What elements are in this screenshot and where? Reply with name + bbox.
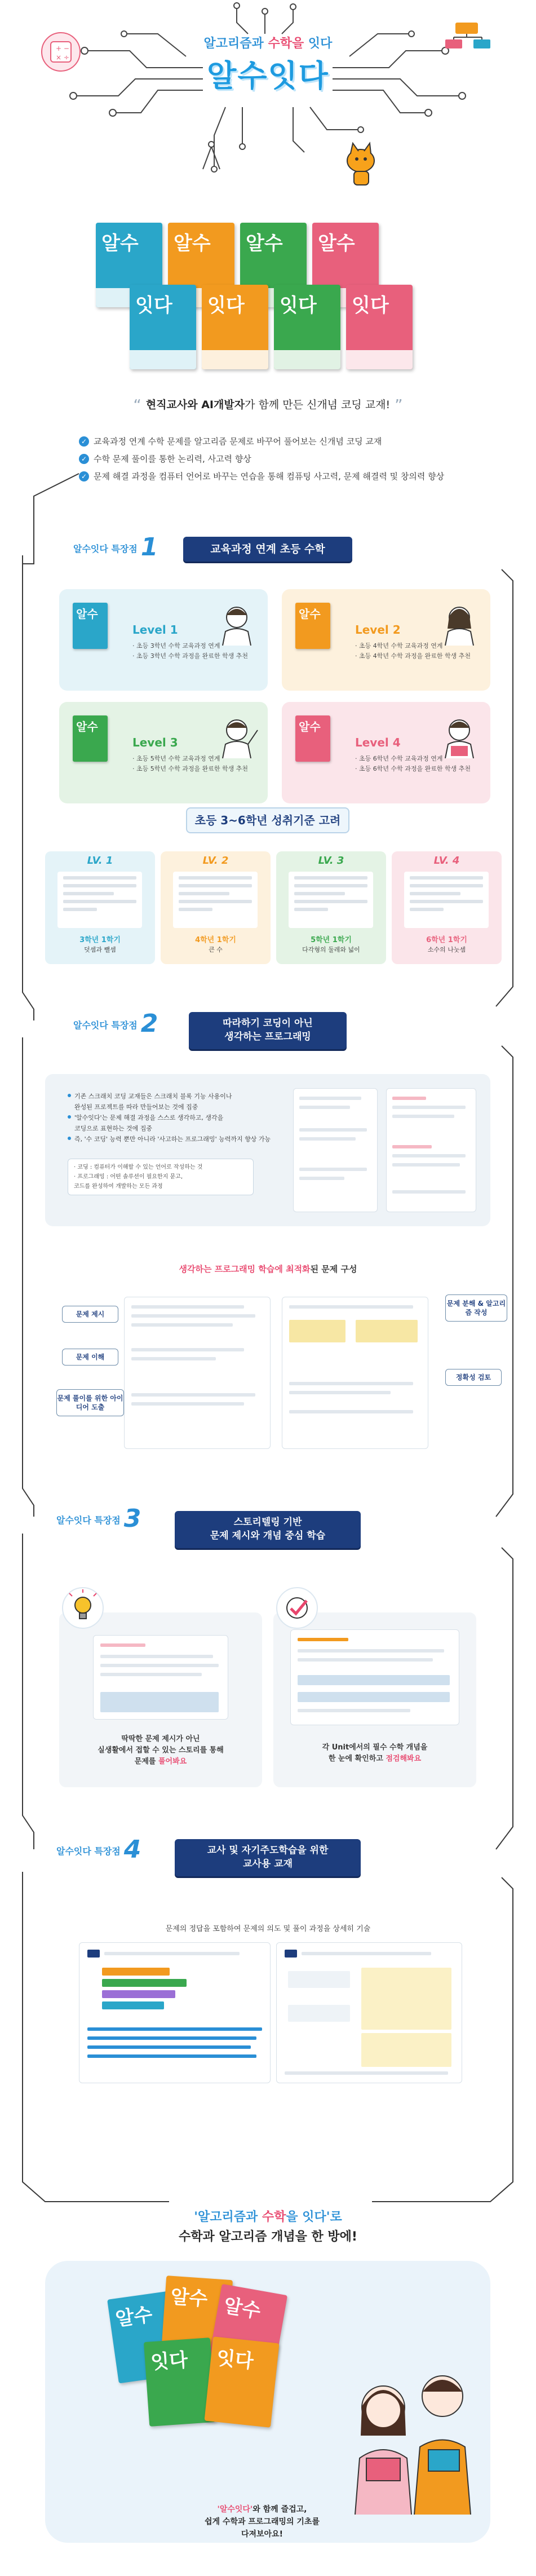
standard-preview [173,872,258,928]
subtitle-rest: 된 문제 구성 [310,1264,357,1274]
standard-topic: 소수의 나눗셈 [427,946,466,953]
teacher-guide-page-right [276,1942,462,2083]
story-caption-text: 문제를 [134,1757,158,1766]
book-title: 알수 [222,2294,263,2323]
story-caption [59,1734,262,1768]
hero-subtitle [0,34,536,51]
workbook-page-preview [293,1088,378,1212]
story-caption-line: 실생활에서 접할 수 있는 스토리를 통해 [98,1746,224,1755]
bullet-dot-icon [68,1115,71,1119]
s2-bullet-text: 즉, '수 코딩' 능력 뿐만 아니라 '사고하는 프로그래밍' 능력까지 향상 가능 [74,1135,271,1143]
reading-students-illustration [338,2357,485,2515]
hero-subtitle-b: 수학을 [268,37,304,51]
student-illustration-icon [211,713,262,758]
level-name: Level 4 [355,736,401,749]
bubble-line [138,2503,386,2516]
standard-level: LV. 4 [433,855,460,867]
book-title: 알수 [101,232,139,255]
level-name: Level 1 [132,623,178,637]
standard-preview [57,872,142,928]
standard-grade: 3학년 1학기 [79,936,121,944]
hero-subtitle-a: 알고리즘과 [203,37,264,51]
level-desc-line: · 초등 4학년 수학 교육과정 연계 [355,642,443,649]
book-band [274,350,340,369]
standard-card-2 [161,851,271,964]
book-title: 알수 [299,720,321,734]
story-card [59,1612,262,1787]
level-name: Level 3 [132,736,178,749]
bullet-dot-icon [68,1094,71,1097]
s2-bullet-text: 완성된 프로젝트를 따라 만들어보는 것에 집중 [74,1103,198,1111]
final-title-c: 을 잇다'로 [286,2210,342,2224]
slogan [0,396,536,414]
final-title-a: '알고리즘과 [194,2210,262,2224]
tag-accuracy-check: 정확성 검토 [445,1369,502,1386]
list-item [79,435,473,447]
student-illustration-icon [211,600,262,646]
standard-card-4 [392,851,502,964]
level-book-cover [73,603,108,649]
s2-bullets [68,1091,282,1145]
book-band [202,350,268,369]
feature-number: 1 [140,533,158,562]
check-icon: ✓ [79,436,89,447]
bullet-text: 문제 해결 과정을 컴퓨터 언어로 바꾸는 연습을 통해 컴퓨팅 사고력, 문제 해결력 및 창의력 향상 [94,471,445,481]
concept-caption-highlight: 점검해봐요 [386,1755,422,1763]
standard-topic: 큰 수 [209,946,223,953]
book-title: 알수 [246,232,283,255]
level-name: Level 2 [355,623,401,637]
book-title: 잇다 [150,2348,189,2374]
s2-bullet [68,1091,282,1102]
concept-page-preview [290,1629,459,1725]
concept-caption [273,1742,476,1765]
standard-topic: 덧셈과 뺄셈 [84,946,116,953]
bullet-text: 교육과정 연계 수학 문제를 알고리즘 문제로 바꾸어 풀어보는 신개념 코딩 교재 [94,436,382,447]
intro-bullets [79,435,473,488]
s2-bullet-text: '알수잇다'는 문제 해결 과정을 스스로 생각하고, 생각을 [74,1114,224,1121]
s2-bullet [68,1123,282,1134]
feature-4-label [56,1835,141,1864]
book-title: 알수 [170,2285,209,2311]
hero [0,0,536,220]
feature-title-line: 따라하기 코딩이 아닌 [223,1018,313,1029]
tag-idea-derivation: 문제 풀이를 위한 아이디어 도출 [56,1389,124,1416]
level-desc-line: · 초등 5학년 수학 교육과정 연계 [132,755,220,762]
s2-bullet-text: 코딩으로 표현하는 것에 집중 [74,1125,153,1132]
level-book-cover [295,603,330,649]
bubble-line: 쉽게 수학과 프로그래밍의 기초를 [205,2517,320,2526]
slogan-rest: 가 함께 만든 신개념 코딩 교재! [245,399,391,411]
check-icon: ✓ [79,471,89,481]
feature-1-title [183,537,352,562]
teacher-guide-intro: 문제의 정답을 포함하여 문제의 의도 및 풀이 과정을 상세히 기술 [165,1925,371,1933]
feature-label-text: 알수잇다 특장점 [73,544,138,554]
bubble-line: 다져보아요! [241,2530,283,2539]
feature-number: 2 [140,1009,158,1038]
concept-caption-line [273,1753,476,1765]
book-cover [202,285,268,369]
book-title: 잇다 [207,294,245,317]
s2-bullet [68,1102,282,1112]
book-covers [96,223,445,381]
story-caption-line [59,1756,262,1768]
quote-open-icon: “ [133,396,141,414]
s2-bullet-text: 기존 스크래치 코딩 교재들은 스크래치 블록 기능 사용이나 [74,1093,232,1100]
circuit-decoration [0,0,536,220]
standard-level: LV. 2 [202,855,229,867]
book-title: 알수 [318,232,355,255]
bubble-text: 와 함께 즐겁고, [253,2505,307,2514]
feature-title-line: 교사 및 자기주도학습을 위한 [207,1845,329,1856]
level-desc-line: · 초등 3학년 수학 교육과정 연계 [132,642,220,649]
standard-level: LV. 1 [87,855,113,867]
feature-label-text: 알수잇다 특장점 [73,1020,138,1031]
student-illustration-icon [434,713,485,758]
bubble-highlight: '알수잇다' [217,2505,253,2514]
feature-1-label [73,533,158,562]
feature-title-text: 교육과정 연계 초등 수학 [210,543,325,555]
tag-problem-presentation: 문제 제시 [62,1306,118,1323]
feature-title-line: 생각하는 프로그래밍 [224,1031,311,1042]
concept-caption-line: 각 Unit에서의 필수 수학 개념을 [322,1743,428,1752]
svg-text:+ −: + − [56,45,69,52]
level-desc-line: · 초등 3학년 수학 과정을 완료한 학생 추천 [132,652,248,660]
level-card-4 [282,702,490,803]
book-title: 잇다 [215,2347,255,2373]
story-caption-highlight: 풀어봐요 [158,1757,187,1766]
finale-book-covers [113,2278,316,2424]
programming-panel [45,1074,490,1226]
level-book-cover [295,715,330,762]
feature-label-text: 알수잇다 특장점 [56,1515,121,1526]
slogan-bold: 현직교사와 AI개발자 [145,399,245,411]
svg-text:× ÷: × ÷ [56,54,69,61]
standard-level: LV. 3 [318,855,344,867]
feature-title-line: 문제 제시와 개념 중심 학습 [210,1530,326,1541]
note-line: · 코딩 : 컴퓨터가 이해할 수 있는 언어로 작성하는 것 [74,1164,203,1170]
level-card-3 [59,702,268,803]
feature-4-title [175,1839,361,1876]
book-title: 알수 [174,232,211,255]
lightbulb-icon [62,1587,104,1629]
book-title: 잇다 [352,294,389,317]
book-title: 잇다 [280,294,317,317]
checkmark-icon [276,1587,318,1629]
feature-3-title [175,1511,361,1548]
book-title: 알수 [76,720,98,734]
tag-problem-understanding: 문제 이해 [62,1349,118,1366]
solution-page-preview [282,1297,428,1449]
story-caption-line: 딱딱한 문제 제시가 아닌 [121,1735,200,1743]
book-band [346,350,413,369]
list-item [79,470,473,482]
concept-card [273,1612,476,1787]
final-title-b: 수학 [262,2210,286,2224]
book-title: 알수 [76,607,98,621]
workbook-page-preview [386,1088,476,1212]
book-band [130,350,196,369]
note-line: · 프로그래밍 : 어떤 솔루션이 필요한지 묻고, [74,1174,183,1180]
definition-note [68,1159,254,1195]
book-cover [204,2336,279,2428]
hero-title: 알수잇다 [207,58,329,94]
standard-card-3 [276,851,386,964]
book-title: 알수 [114,2303,154,2331]
check-icon: ✓ [79,454,89,464]
teacher-guide-page-left [79,1942,271,2083]
level-book-cover [73,715,108,762]
standard-card-1 [45,851,155,964]
feature-2-label [73,1009,158,1038]
level-desc-line: · 초등 6학년 수학 교육과정 연계 [355,755,443,762]
problem-structure-title [0,1263,536,1275]
subtitle-highlight: 생각하는 프로그래밍 학습에 최적화 [179,1264,311,1274]
problem-page-preview [124,1297,271,1449]
concept-caption-text: 한 눈에 확인하고 [328,1755,386,1763]
standard-grade: 4학년 1학기 [195,936,236,944]
level-desc-line: · 초등 6학년 수학 과정을 완료한 학생 추천 [355,765,471,772]
compass-icon [203,142,220,169]
s2-bullet [68,1134,282,1145]
book-cover [274,285,340,369]
final-title-2: 수학과 알고리즘 개념을 한 방에! [179,2230,357,2244]
final-title-1 [0,2207,536,2225]
student-illustration-icon [434,600,485,646]
hero-subtitle-c: 잇다 [308,37,333,51]
standard-grade: 5학년 1학기 [311,936,352,944]
book-cover [130,285,196,369]
feature-3-label [56,1504,141,1533]
feature-number: 3 [123,1504,141,1533]
bullet-text: 수학 문제 풀이를 통한 논리력, 사고력 향상 [94,454,251,464]
cat-mascot-icon [347,143,374,185]
book-title: 알수 [299,607,321,621]
standards-title: 초등 3~6학년 성취기준 고려 [186,807,349,833]
quote-close-icon: ” [395,396,403,414]
standard-topic: 다각형의 둘레와 넓이 [302,946,360,953]
book-cover [346,285,413,369]
feature-title-line: 스토리텔링 기반 [233,1517,302,1528]
s2-bullet [68,1112,282,1123]
book-title: 잇다 [135,294,172,317]
bullet-dot-icon [68,1137,71,1140]
standard-preview [289,872,373,928]
feature-2-title [189,1012,347,1049]
tag-decompose-algorithm: 문제 분해 & 알고리즘 작성 [445,1294,507,1322]
feature-title-line: 교사용 교재 [242,1858,293,1870]
note-line: 코드를 완성하여 개발하는 모든 과정 [74,1183,163,1190]
level-desc-line: · 초등 4학년 수학 과정을 완료한 학생 추천 [355,652,471,660]
level-card-1 [59,589,268,691]
level-card-2 [282,589,490,691]
feature-number: 4 [123,1835,141,1864]
standard-grade: 6학년 1학기 [426,936,467,944]
feature-label-text: 알수잇다 특장점 [56,1846,121,1857]
story-page-preview [93,1635,228,1720]
standard-preview [404,872,489,928]
list-item [79,453,473,465]
finale-bubble [138,2503,386,2540]
level-desc-line: · 초등 5학년 수학 과정을 완료한 학생 추천 [132,765,248,772]
